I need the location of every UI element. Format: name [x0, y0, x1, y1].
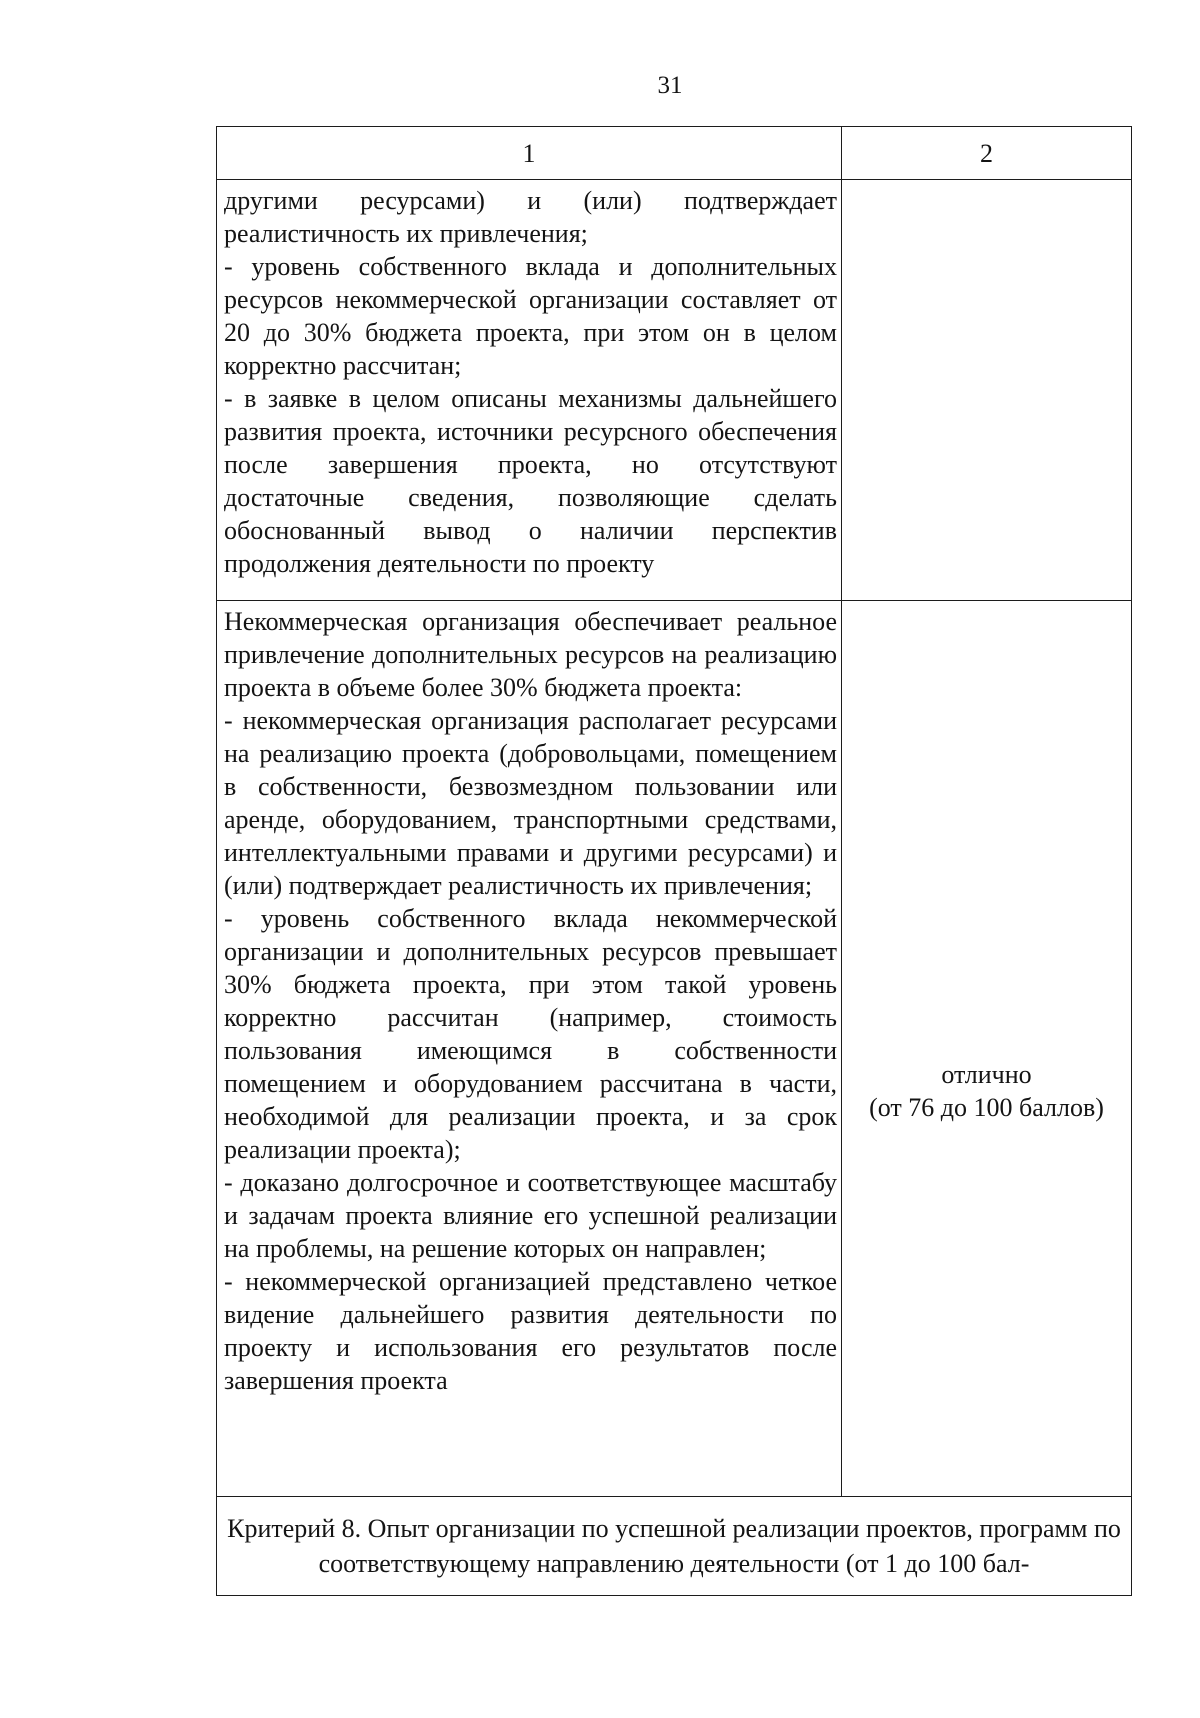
paragraph: - некоммерческой организацией представлено четкое видение дальнейшего развития деятельности по проекту и использования его результатов после завершения проекта	[224, 1267, 837, 1395]
paragraph: - уровень собственного вклада некоммерческой организации и дополнительных ресурсов превышает 30% бюджета проекта, при этом такой уровень корректно рассчитан (например, стоимость пользования имеющимся в собственности помещением и оборудованием рассчитана в части, необходимой для реализации проекта, и за срок реализации проекта);	[224, 904, 837, 1164]
grade-cell	[842, 601, 1132, 1497]
grade-label: отлично	[941, 1059, 1032, 1089]
criterion-heading: Критерий 8. Опыт организации по успешной реализации проектов, программ по соответствующему направлению деятельности (от 1 до 100 бал-	[217, 1497, 1132, 1596]
paragraph: другими ресурсами) и (или) подтверждает реалистичность их привлечения;	[224, 186, 837, 248]
grade-cell-empty	[842, 180, 1132, 601]
paragraph: - уровень собственного вклада и дополнительных ресурсов некоммерческой организации составляет от 20 до 30% бюджета проекта, при этом он в целом корректно рассчитан;	[224, 252, 837, 380]
table-header-row	[217, 127, 1132, 180]
column-header-1: 1	[217, 127, 842, 180]
table-row	[217, 601, 1132, 1497]
paragraph: - в заявке в целом описаны механизмы дальнейшего развития проекта, источники ресурсного обеспечения после завершения проекта, но отсутствуют достаточные сведения, позволяющие сделать обоснованный вывод о наличии перспектив продолжения деятельности по проекту	[224, 384, 837, 578]
paragraph: - некоммерческая организация располагает ресурсами на реализацию проекта (добровольцами, помещением в собственности, безвозмездном пользовании или аренде, оборудованием, транспортными средствами, интеллектуальными правами и другими ресурсами) и (или) подтверждает реалистичность их привлечения;	[224, 706, 837, 900]
column-header-2: 2	[842, 127, 1132, 180]
paragraph: - доказано долгосрочное и соответствующее масштабу и задачам проекта влияние его успешной реализации на проблемы, на решение которых он направлен;	[224, 1168, 837, 1263]
criteria-table	[216, 126, 1132, 1596]
table-row	[217, 180, 1132, 601]
criteria-description-cell	[217, 601, 842, 1497]
paragraph: Некоммерческая организация обеспечивает реальное привлечение дополнительных ресурсов на реализацию проекта в объеме более 30% бюджета проекта:	[224, 607, 837, 702]
criteria-description-cell	[217, 180, 842, 601]
criterion-heading-row	[217, 1497, 1132, 1596]
grade-range: (от 76 до 100 баллов)	[869, 1092, 1104, 1122]
page-number: 31	[657, 72, 683, 99]
